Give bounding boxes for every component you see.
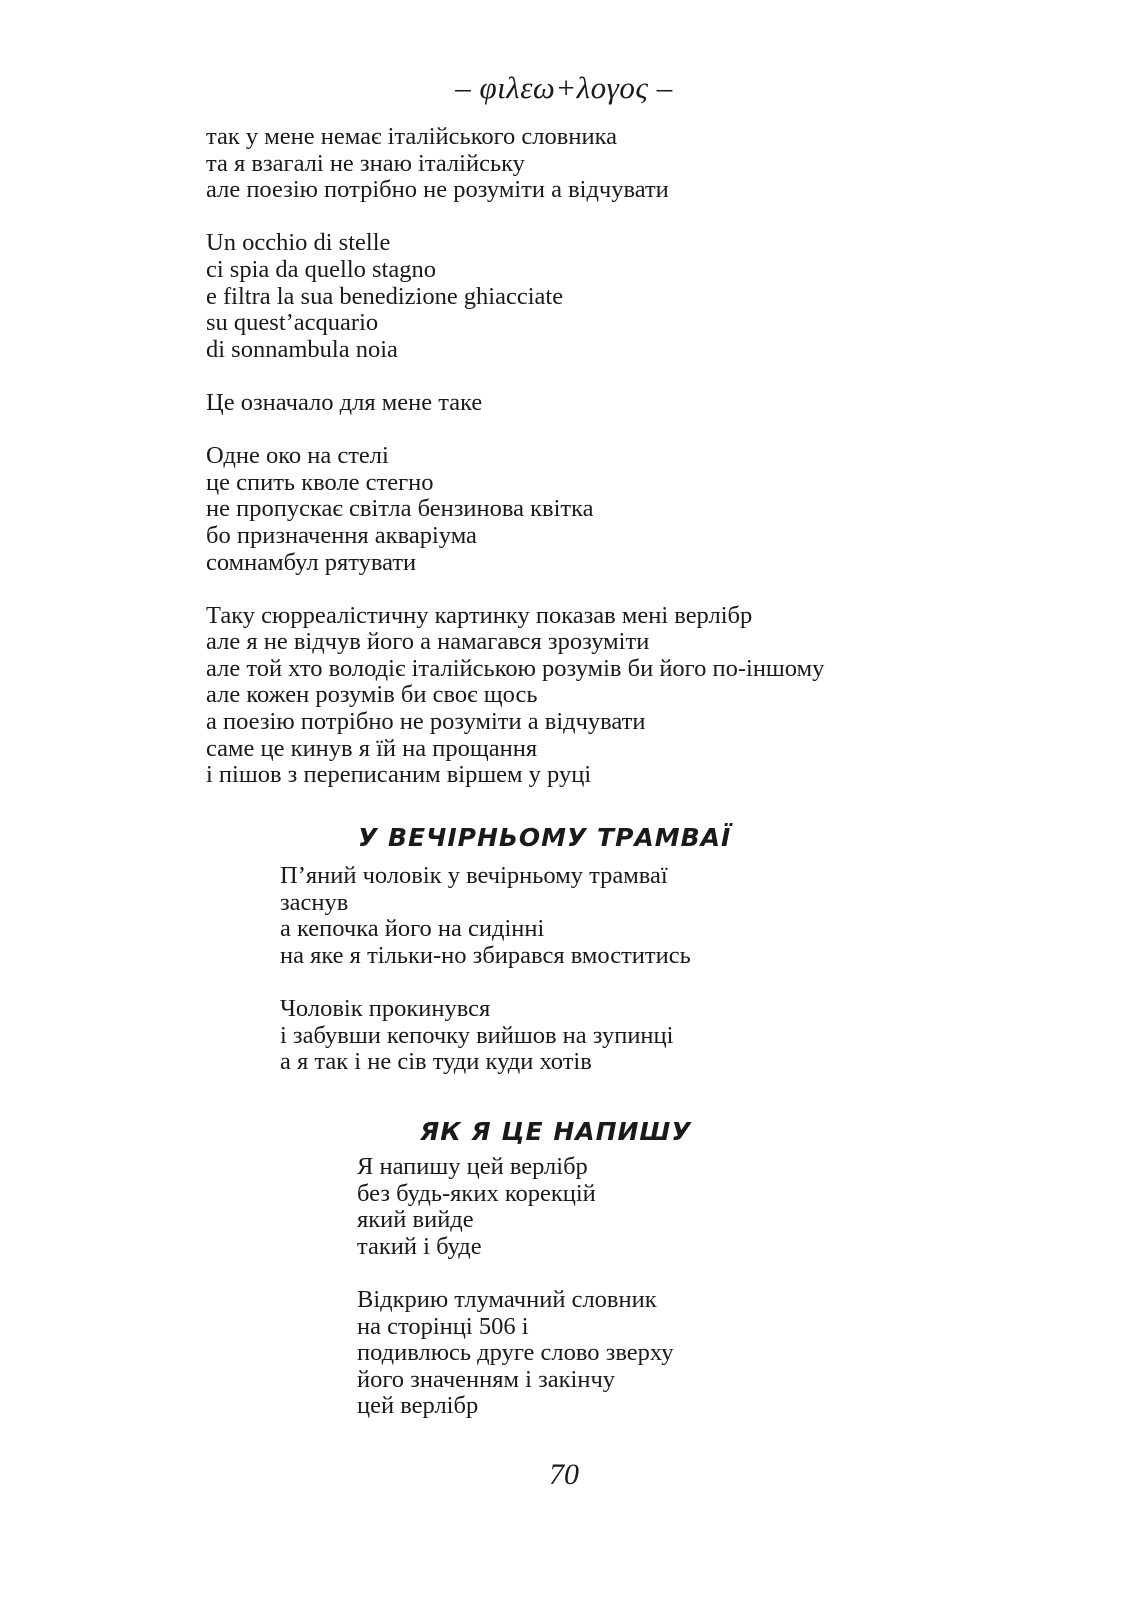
stanza [206, 124, 824, 204]
verse-line: не пропускає світла бензинова квітка [206, 495, 594, 523]
verse-line: на яке я тільки-но збирався вмоститись [280, 941, 691, 969]
verse-line: його значенням і закінчу [357, 1365, 616, 1393]
stanza [280, 996, 691, 1076]
verse-line: такий і буде [357, 1232, 482, 1260]
verse-line: ci spia da quello stagno [206, 255, 436, 283]
page-number: 70 [549, 1458, 579, 1491]
poem-continuation [206, 124, 824, 789]
verse-line: e filtra la sua benedizione ghiacciate [206, 282, 564, 310]
verse-line: який вийде [357, 1206, 474, 1234]
verse-line: Я напишу цей верлібр [357, 1153, 588, 1180]
verse-line: Це означало для мене таке [206, 388, 483, 416]
verse-line: Відкрию тлумачний словник [357, 1285, 657, 1313]
verse-line: без будь-яких корекцій [357, 1179, 596, 1207]
verse-line: заснув [280, 888, 349, 916]
verse-line: П’яний чоловік у вечірньому трамваї [280, 862, 668, 889]
verse-line: Таку сюрреалістичну картинку показав мені верлібр [206, 601, 753, 629]
poem-title: У ВЕЧІРНЬОМУ ТРАМВАЇ [358, 823, 732, 852]
verse-line: саме це кинув я їй на прощання [206, 734, 538, 762]
verse-line: di sonnambula noia [206, 335, 398, 363]
verse-line: а поезію потрібно не розуміти а відчувати [206, 708, 646, 736]
verse-line: але кожен розумів би своє щось [206, 681, 538, 709]
verse-line: так у мене немає італійського словника [206, 123, 617, 150]
verse-line: і пішов з переписаним віршем у руці [206, 761, 592, 789]
verse-line: та я взагалі не знаю італійську [206, 149, 525, 177]
poem-body [280, 863, 691, 1076]
stanza [206, 443, 824, 576]
verse-line: і забувши кепочку вийшов на зупинці [280, 1021, 674, 1049]
verse-line: а я так і не сів туди куди хотів [280, 1048, 592, 1076]
verse-line: сомнамбул рятувати [206, 548, 417, 576]
verse-line: Un occhio di stelle [206, 229, 391, 257]
verse-line: але я не відчув його а намагався зрозуміти [206, 628, 650, 656]
verse-line: на сторінці 506 і [357, 1312, 529, 1340]
poem-title: ЯК Я ЦЕ НАПИШУ [420, 1117, 692, 1146]
verse-line: Одне око на стелі [206, 442, 389, 470]
verse-line: а кепочка його на сидінні [280, 915, 545, 943]
stanza [206, 390, 824, 417]
verse-line: але той хто володіє італійською розумів би його по-іншому [206, 654, 825, 682]
stanza [206, 603, 824, 789]
verse-line: su quest’acquario [206, 309, 379, 337]
running-header: – φιλεω+λογος – [455, 70, 673, 105]
stanza [280, 863, 691, 969]
poem-body [357, 1154, 673, 1420]
verse-line: це спить кволе стегно [206, 468, 434, 496]
stanza [206, 230, 824, 363]
verse-line: Чоловік прокинувся [280, 994, 491, 1022]
verse-line: цей верлібр [357, 1392, 479, 1420]
verse-line: подивлюсь друге слово зверху [357, 1339, 674, 1367]
stanza [357, 1154, 673, 1260]
stanza [357, 1287, 673, 1420]
verse-line: бо призначення акваріума [206, 521, 477, 549]
verse-line: але поезію потрібно не розуміти а відчувати [206, 176, 669, 204]
